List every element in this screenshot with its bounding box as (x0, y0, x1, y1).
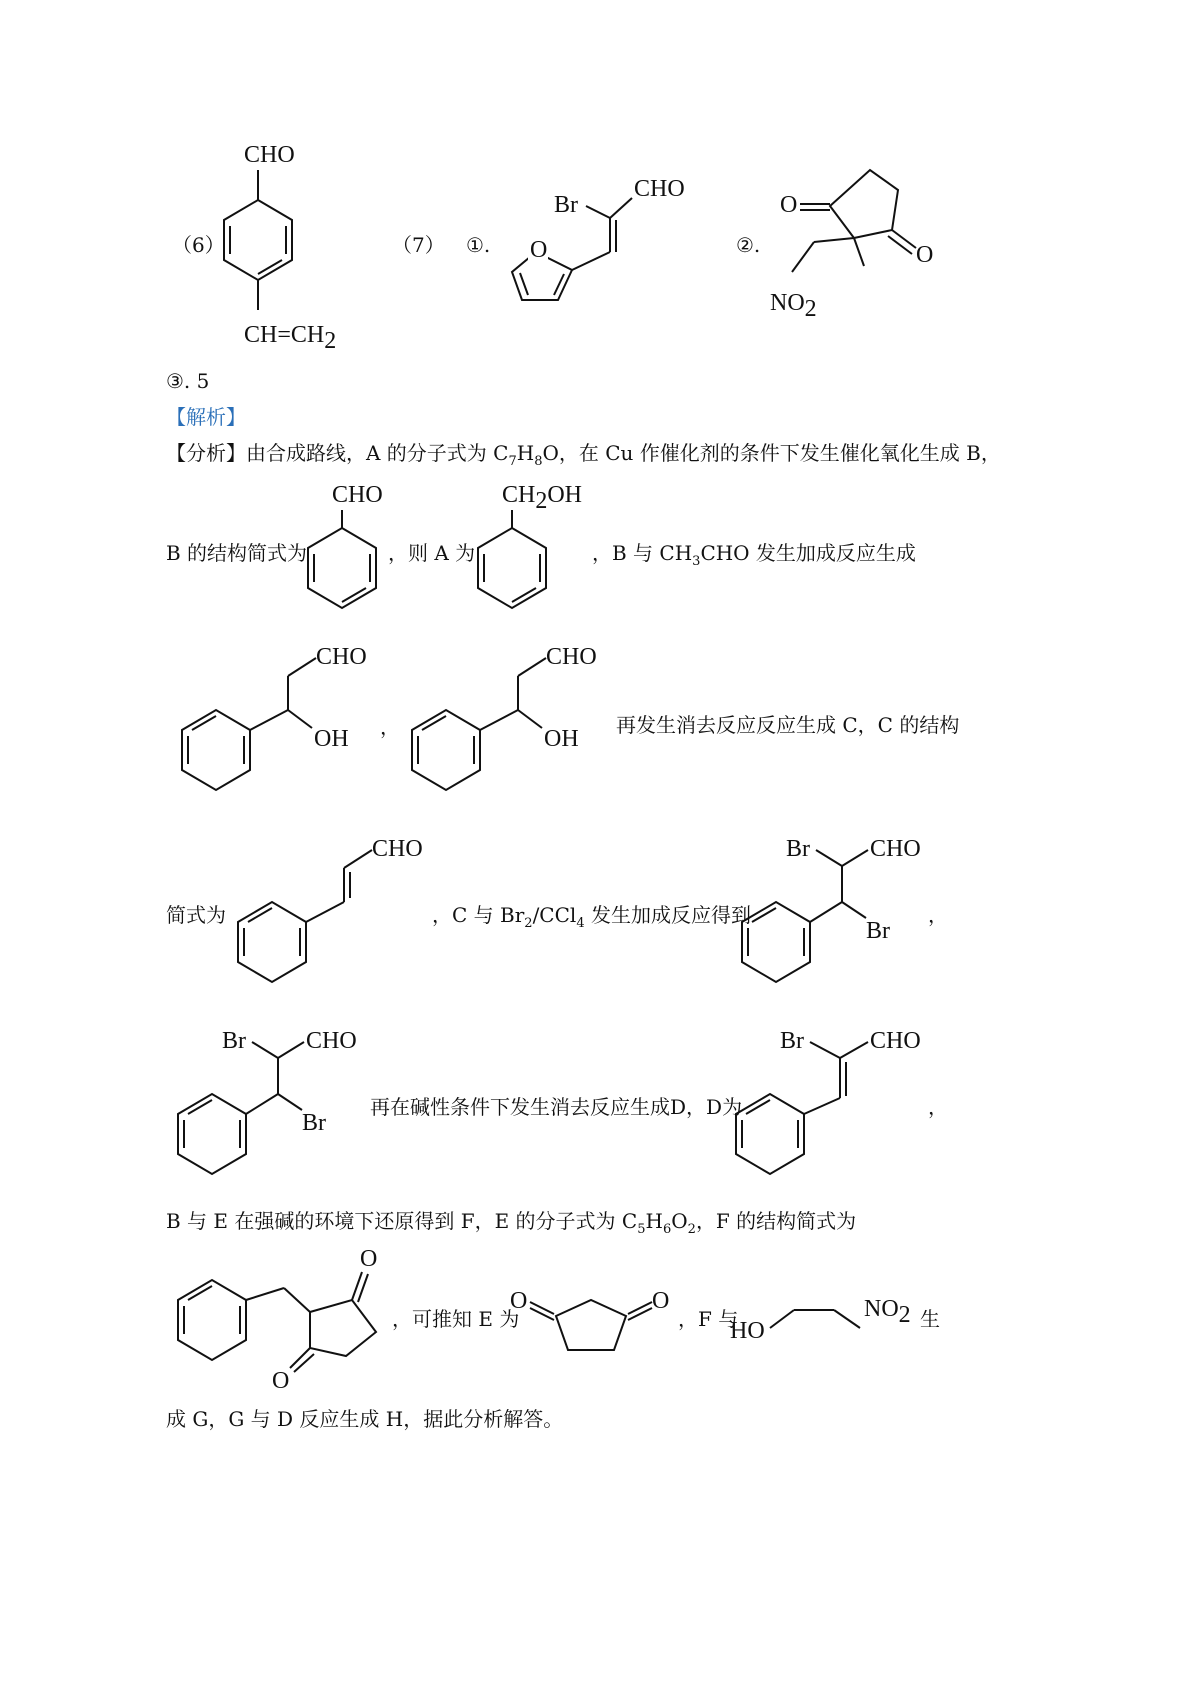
svg-text:O: O (652, 1288, 670, 1314)
structure-hydroxy-aldehyde-2 (400, 640, 610, 810)
svg-text:CHO: CHO (306, 1028, 357, 1054)
structure-4-vinylbenzaldehyde (200, 130, 360, 360)
line6-text: B 与 E 在强碱的环境下还原得到 F，E 的分子式为 $C_5H_6O_2$，F 的结构简式为 (166, 1209, 857, 1237)
svg-text:CH=CH2: CH=CH2 (244, 322, 337, 354)
svg-text:CHO: CHO (546, 644, 597, 670)
line3-text: 再发生消去反应反应生成 C，C 的结构 (616, 713, 960, 737)
svg-text:Br: Br (222, 1028, 246, 1054)
line4-text-a: 简式为 (166, 903, 226, 927)
svg-text:CHO: CHO (316, 644, 367, 670)
structure-dibromo-aldehyde-1 (730, 832, 930, 1002)
structure-furyl-bromoacrolein (500, 170, 700, 320)
svg-text:CHO: CHO (870, 836, 921, 862)
line7-text-b: ，F 与 (678, 1307, 739, 1331)
line5-text: 再在碱性条件下发生消去反应生成D，D为 (370, 1095, 743, 1119)
structure-nitroethyl-cyclopentanedione (770, 160, 950, 330)
svg-text:CH2OH: CH2OH (502, 482, 583, 514)
structure-dibromo-aldehyde-2 (166, 1024, 366, 1194)
line7-text-c: 生 (920, 1307, 940, 1331)
structure-bromo-cinnamaldehyde (724, 1024, 934, 1194)
line4-comma: ， (928, 903, 948, 927)
svg-text:CHO: CHO (870, 1028, 921, 1054)
structure-cinnamaldehyde (226, 832, 446, 1002)
svg-text:Br: Br (780, 1028, 804, 1054)
svg-text:Br: Br (786, 836, 810, 862)
line3-comma: ， (380, 715, 400, 739)
structure-hydroxy-aldehyde-1 (170, 640, 380, 810)
svg-text:NO2: NO2 (770, 290, 817, 322)
question-7-part1-label: ①. (466, 233, 491, 257)
line5-comma: ， (928, 1095, 948, 1119)
svg-text:OH: OH (544, 726, 579, 752)
structure-benzyl-alcohol (470, 480, 590, 620)
structure-benzyl-cyclopentanedione (166, 1244, 396, 1394)
analysis-paragraph-1: 【分析】由合成路线，A 的分子式为 $C_7H_8O$，在 Cu 作催化剂的条件下发生催化氧化生成 B， (166, 441, 1001, 469)
structure-nitroethanol (730, 1288, 920, 1348)
analysis-header: 【解析】 (166, 405, 246, 429)
svg-text:NO2: NO2 (864, 1296, 911, 1328)
svg-text:O: O (360, 1246, 378, 1272)
svg-text:O: O (780, 192, 798, 218)
line2-text-c: ，B 与 $CH_3CHO$ 发生加成反应生成 (592, 541, 916, 569)
structure-cyclopentanedione (508, 1284, 678, 1364)
svg-text:O: O (272, 1368, 290, 1394)
svg-text:HO: HO (730, 1318, 765, 1344)
svg-text:CHO: CHO (332, 482, 383, 508)
svg-text:Br: Br (866, 918, 890, 944)
line2-text-b: ，则 A 为 (388, 541, 476, 565)
svg-text:Br: Br (302, 1110, 326, 1136)
svg-text:Br: Br (554, 192, 578, 218)
structure-benzaldehyde (300, 480, 390, 620)
svg-text:O: O (916, 242, 934, 268)
svg-text:OH: OH (314, 726, 349, 752)
line4-text-b: ，C 与 $Br_2/CCl_4$ 发生加成反应得到 (432, 903, 751, 931)
svg-text:CHO: CHO (244, 142, 295, 168)
svg-text:O: O (530, 237, 548, 263)
question-7-part3: ③. 5 (166, 369, 210, 393)
line2-text-a: B 的结构简式为 (166, 541, 308, 565)
svg-text:CHO: CHO (634, 176, 685, 202)
line7-text-a: ，可推知 E 为 (392, 1307, 520, 1331)
question-6-label: （6） (172, 233, 225, 257)
svg-text:O: O (510, 1288, 528, 1314)
line8-text: 成 G，G 与 D 反应生成 H，据此分析解答。 (166, 1407, 564, 1431)
svg-text:CHO: CHO (372, 836, 423, 862)
question-7-label: （7） (392, 233, 445, 257)
question-7-part2-label: ②. (736, 233, 761, 257)
